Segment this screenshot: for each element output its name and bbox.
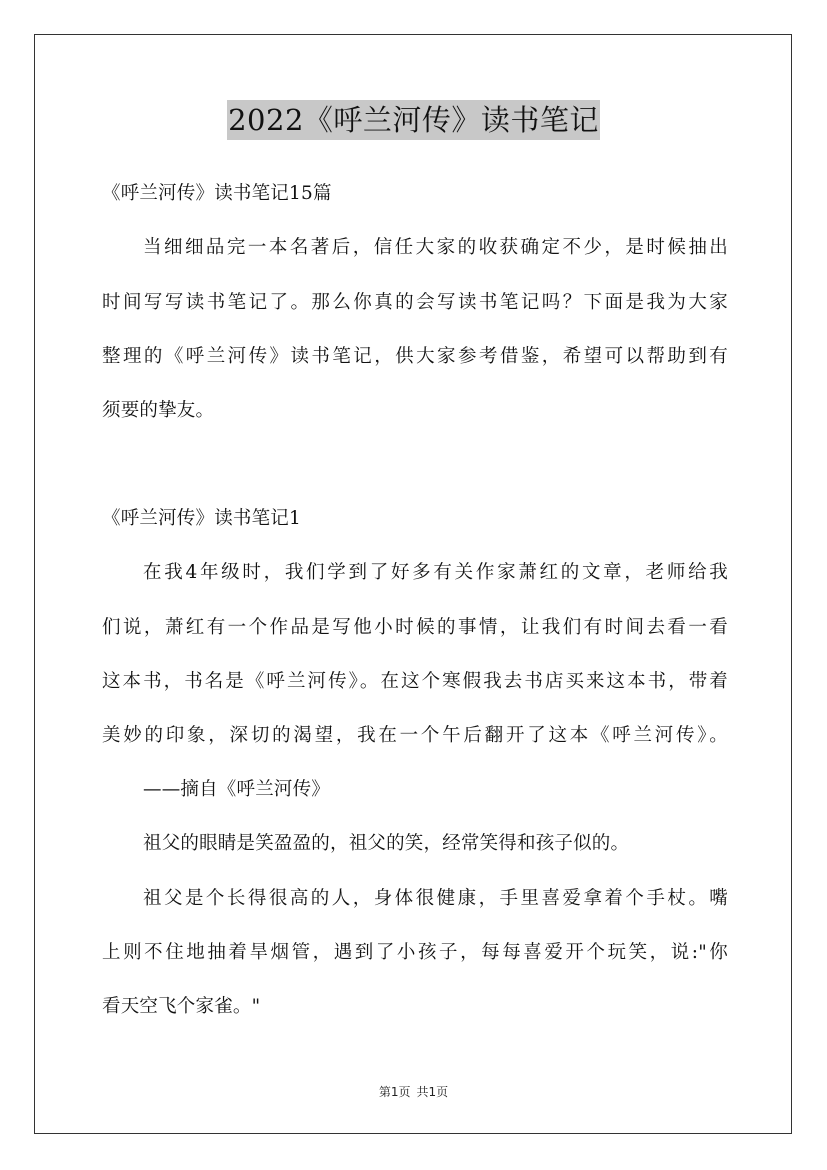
intro-line: 时间写写读书笔记了。那么你真的会写读书笔记吗？下面是我为大家	[102, 292, 728, 313]
document-title: 2022《呼兰河传》读书笔记	[227, 100, 600, 140]
body-line: 看天空飞个家雀。"	[102, 996, 261, 1017]
body-line: 祖父的眼睛是笑盈盈的，祖父的笑，经常笑得和孩子似的。	[143, 833, 630, 854]
page-footer	[0, 1083, 827, 1101]
body-line: 在我4年级时，我们学到了好多有关作家萧红的文章，老师给我	[143, 562, 728, 583]
intro-line: 当细细品完一本名著后，信任大家的收获确定不少，是时候抽出	[143, 237, 728, 258]
body-line: 这本书，书名是《呼兰河传》。在这个寒假我去书店买来这本书，带着	[102, 671, 728, 692]
body-line: 祖父是个长得很高的人，身体很健康，手里喜爱拿着个手杖。嘴	[143, 888, 728, 909]
document-subtitle: 《呼兰河传》读书笔记15篇	[102, 183, 332, 204]
body-line: 美妙的印象，深切的渴望，我在一个午后翻开了这本《呼兰河传》。	[102, 725, 728, 746]
body-line: 上则不住地抽着旱烟管，遇到了小孩子，每每喜爱开个玩笑，说:"你	[102, 942, 728, 963]
page-total: 共1页	[416, 1085, 449, 1099]
intro-line: 整理的《呼兰河传》读书笔记，供大家参考借鉴，希望可以帮助到有	[102, 346, 728, 367]
intro-line: 须要的挚友。	[102, 400, 215, 421]
section-heading: 《呼兰河传》读书笔记1	[102, 508, 301, 529]
body-line: 们说，萧红有一个作品是写他小时候的事情，让我们有时间去看一看	[102, 617, 728, 638]
title-container	[0, 100, 827, 140]
page-number: 第1页	[378, 1085, 411, 1099]
excerpt-source: ——摘自《呼兰河传》	[143, 779, 331, 800]
